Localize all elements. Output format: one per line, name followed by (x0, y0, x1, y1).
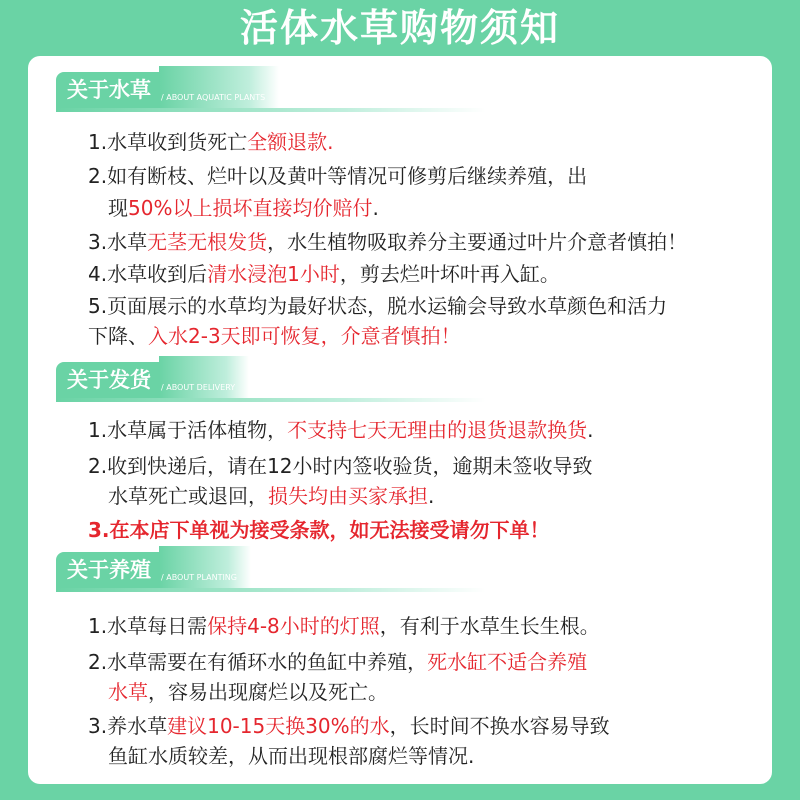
list-item: 1.水草每日需保持4-8小时的灯照，有利于水草生长生根。 (88, 614, 600, 638)
list-item: 2.收到快递后，请在12小时内签收验货，逾期未签收导致 (88, 454, 593, 478)
section-divider (56, 588, 772, 592)
list-item: 鱼缸水质较差，从而出现根部腐烂等情况. (108, 744, 475, 768)
list-item: 1.水草收到货死亡全额退款. (88, 130, 334, 154)
list-item: 下降、入水2-3天即可恢复，介意者慎拍！ (88, 324, 461, 348)
section-subtitle: / ABOUT DELIVERY (159, 356, 249, 398)
section-title: 关于发货 (56, 362, 159, 398)
list-item: 2.如有断枝、烂叶以及黄叶等情况可修剪后继续养殖，出 (88, 164, 588, 188)
list-item: 3.水草无茎无根发货，水生植物吸取养分主要通过叶片介意者慎拍！ (88, 230, 688, 254)
page-title: 活体水草购物须知 (239, 6, 560, 50)
section-divider (56, 108, 772, 112)
notice-card (28, 56, 772, 784)
list-item: 现50%以上损坏直接均价赔付. (108, 196, 379, 220)
section-header-planting (56, 552, 251, 588)
list-item: 4.水草收到后清水浸泡1小时，剪去烂叶坏叶再入缸。 (88, 262, 560, 286)
section-title: 关于养殖 (56, 552, 159, 588)
list-item: 1.水草属于活体植物，不支持七天无理由的退货退款换货. (88, 418, 594, 442)
section-subtitle: / ABOUT PLANTING (159, 546, 251, 588)
section-subtitle: / ABOUT AQUATIC PLANTS (159, 66, 279, 108)
list-item: 2.水草需要在有循环水的鱼缸中养殖，死水缸不适合养殖 (88, 650, 588, 674)
section-header-aquatic-plants (56, 72, 279, 108)
list-item: 水草，容易出现腐烂以及死亡。 (108, 680, 388, 704)
list-item: 水草死亡或退回，损失均由买家承担. (108, 484, 435, 508)
section-title: 关于水草 (56, 72, 159, 108)
list-item: 5.页面展示的水草均为最好状态，脱水运输会导致水草颜色和活力 (88, 294, 668, 318)
list-item: 3.养水草建议10-15天换30%的水，长时间不换水容易导致 (88, 714, 610, 738)
list-item: 3.在本店下单视为接受条款，如无法接受请勿下单！ (88, 518, 550, 542)
section-header-delivery (56, 362, 249, 398)
section-divider (56, 398, 772, 402)
